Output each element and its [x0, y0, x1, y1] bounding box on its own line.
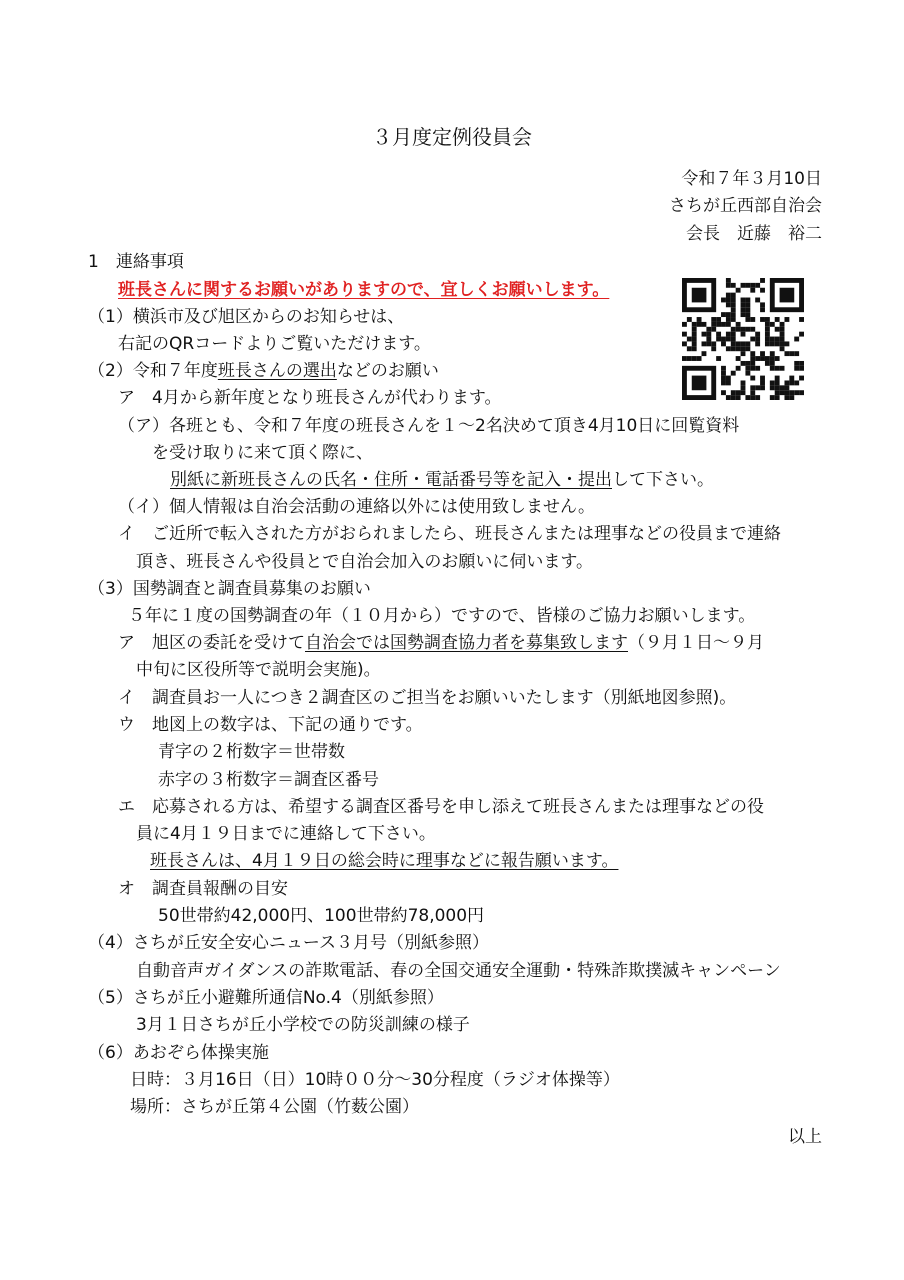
item-5-heading: （5）さちが丘小避難所通信No.4（別紙参照）: [88, 988, 444, 1008]
item-6-heading: （6）あおぞら体操実施: [88, 1043, 269, 1063]
item-2a2: （イ）個人情報は自治会活動の連絡以外には使用致しません。: [118, 497, 596, 517]
item-2a1-line2: を受け取りに来て頂く際に、: [152, 443, 373, 463]
item-2b-line2: 頂き、班長さんや役員とで自治会加入のお願いに伺います。: [136, 552, 593, 572]
item-2-heading-pre: （2）令和７年度: [88, 361, 218, 381]
item-2-heading-underlined: 班長さんの選出: [217, 361, 337, 381]
item-3c: ウ 地図上の数字は、下記の通りです。: [118, 715, 423, 735]
item-2a1-underlined: 別紙に新班長さんの氏名・住所・電話番号等を記入・提出: [170, 470, 612, 490]
item-5-line: 3月１日さちが丘小学校での防災訓練の様子: [136, 1015, 470, 1035]
item-2a: ア 4月から新年度となり班長さんが代わります。: [118, 388, 502, 408]
closing-mark: 以上: [788, 1127, 822, 1147]
item-3b: イ 調査員お一人につき２調査区のご担当をお願いいたします（別紙地図参照)。: [118, 688, 737, 708]
chairperson: 会長 近藤 裕二: [686, 224, 822, 244]
item-3a-pre: ア 旭区の委託を受けて: [118, 633, 305, 653]
item-3a-line1: [118, 630, 764, 656]
item-3e1: 50世帯約42,000円、100世帯約78,000円: [158, 906, 485, 926]
item-3a-underlined: 自治会では国勢調査協力者を募集致します: [305, 633, 628, 653]
item-4-line: 自動音声ガイダンスの詐欺電話、春の全国交通安全運動・特殊詐欺撲滅キャンペーン: [136, 961, 781, 981]
item-3a-line2: 中旬に区役所等で説明会実施)。: [136, 660, 381, 680]
item-3c1: 青字の２桁数字＝世帯数: [158, 742, 345, 762]
item-2a1-line1: （ア）各班とも、令和７年度の班長さんを１～2名決めて頂き4月10日に回覧資料: [118, 416, 740, 436]
item-6-where: 場所：さちが丘第４公園（竹薮公園）: [130, 1097, 419, 1117]
item-2a1-line3: [170, 467, 714, 493]
item-1-line: 右記のQRコードよりご覧いただけます。: [118, 334, 431, 354]
item-3d-line2: 員に4月１９日までに連絡して下さい。: [136, 824, 436, 844]
item-1-heading: （1）横浜市及び旭区からのお知らせは、: [88, 307, 405, 327]
section-heading: 1 連絡事項: [88, 252, 184, 272]
item-2b-line1: イ ご近所で転入された方がおられましたら、班長さんまたは理事などの役員まで連絡: [118, 524, 781, 544]
item-3-heading: （3）国勢調査と調査員募集のお願い: [88, 579, 371, 599]
item-4-heading: （4）さちが丘安全安心ニュース３月号（別紙参照）: [88, 933, 489, 953]
emphasis-notice: 班長さんに関するお願いがありますので、宜しくお願いします。: [118, 280, 610, 300]
item-2a1-tail: して下さい。: [612, 470, 714, 490]
item-3-intro: ５年に１度の国勢調査の年（１０月から）ですので、皆様のご協力お願いします。: [128, 606, 756, 626]
item-3d-underlined: 班長さんは、4月１９日の総会時に理事などに報告願います。: [150, 851, 619, 871]
item-3e: オ 調査員報酬の目安: [118, 879, 288, 899]
document-date: 令和７年３月10日: [681, 169, 822, 189]
item-3d-line1: エ 応募される方は、希望する調査区番号を申し添えて班長さんまたは理事などの役: [118, 797, 764, 817]
qr-code[interactable]: [682, 278, 804, 400]
item-2-heading-post: などのお願い: [336, 361, 439, 381]
page-title: ３月度定例役員会: [372, 125, 532, 149]
item-3c2: 赤字の３桁数字＝調査区番号: [158, 770, 379, 790]
item-3a-post: （９月１日～９月: [628, 633, 764, 653]
organization-name: さちが丘西部自治会: [669, 196, 822, 216]
item-2-heading: [88, 358, 439, 384]
item-6-when: 日時：３月16日（日）10時００分～30分程度（ラジオ体操等）: [130, 1070, 620, 1090]
